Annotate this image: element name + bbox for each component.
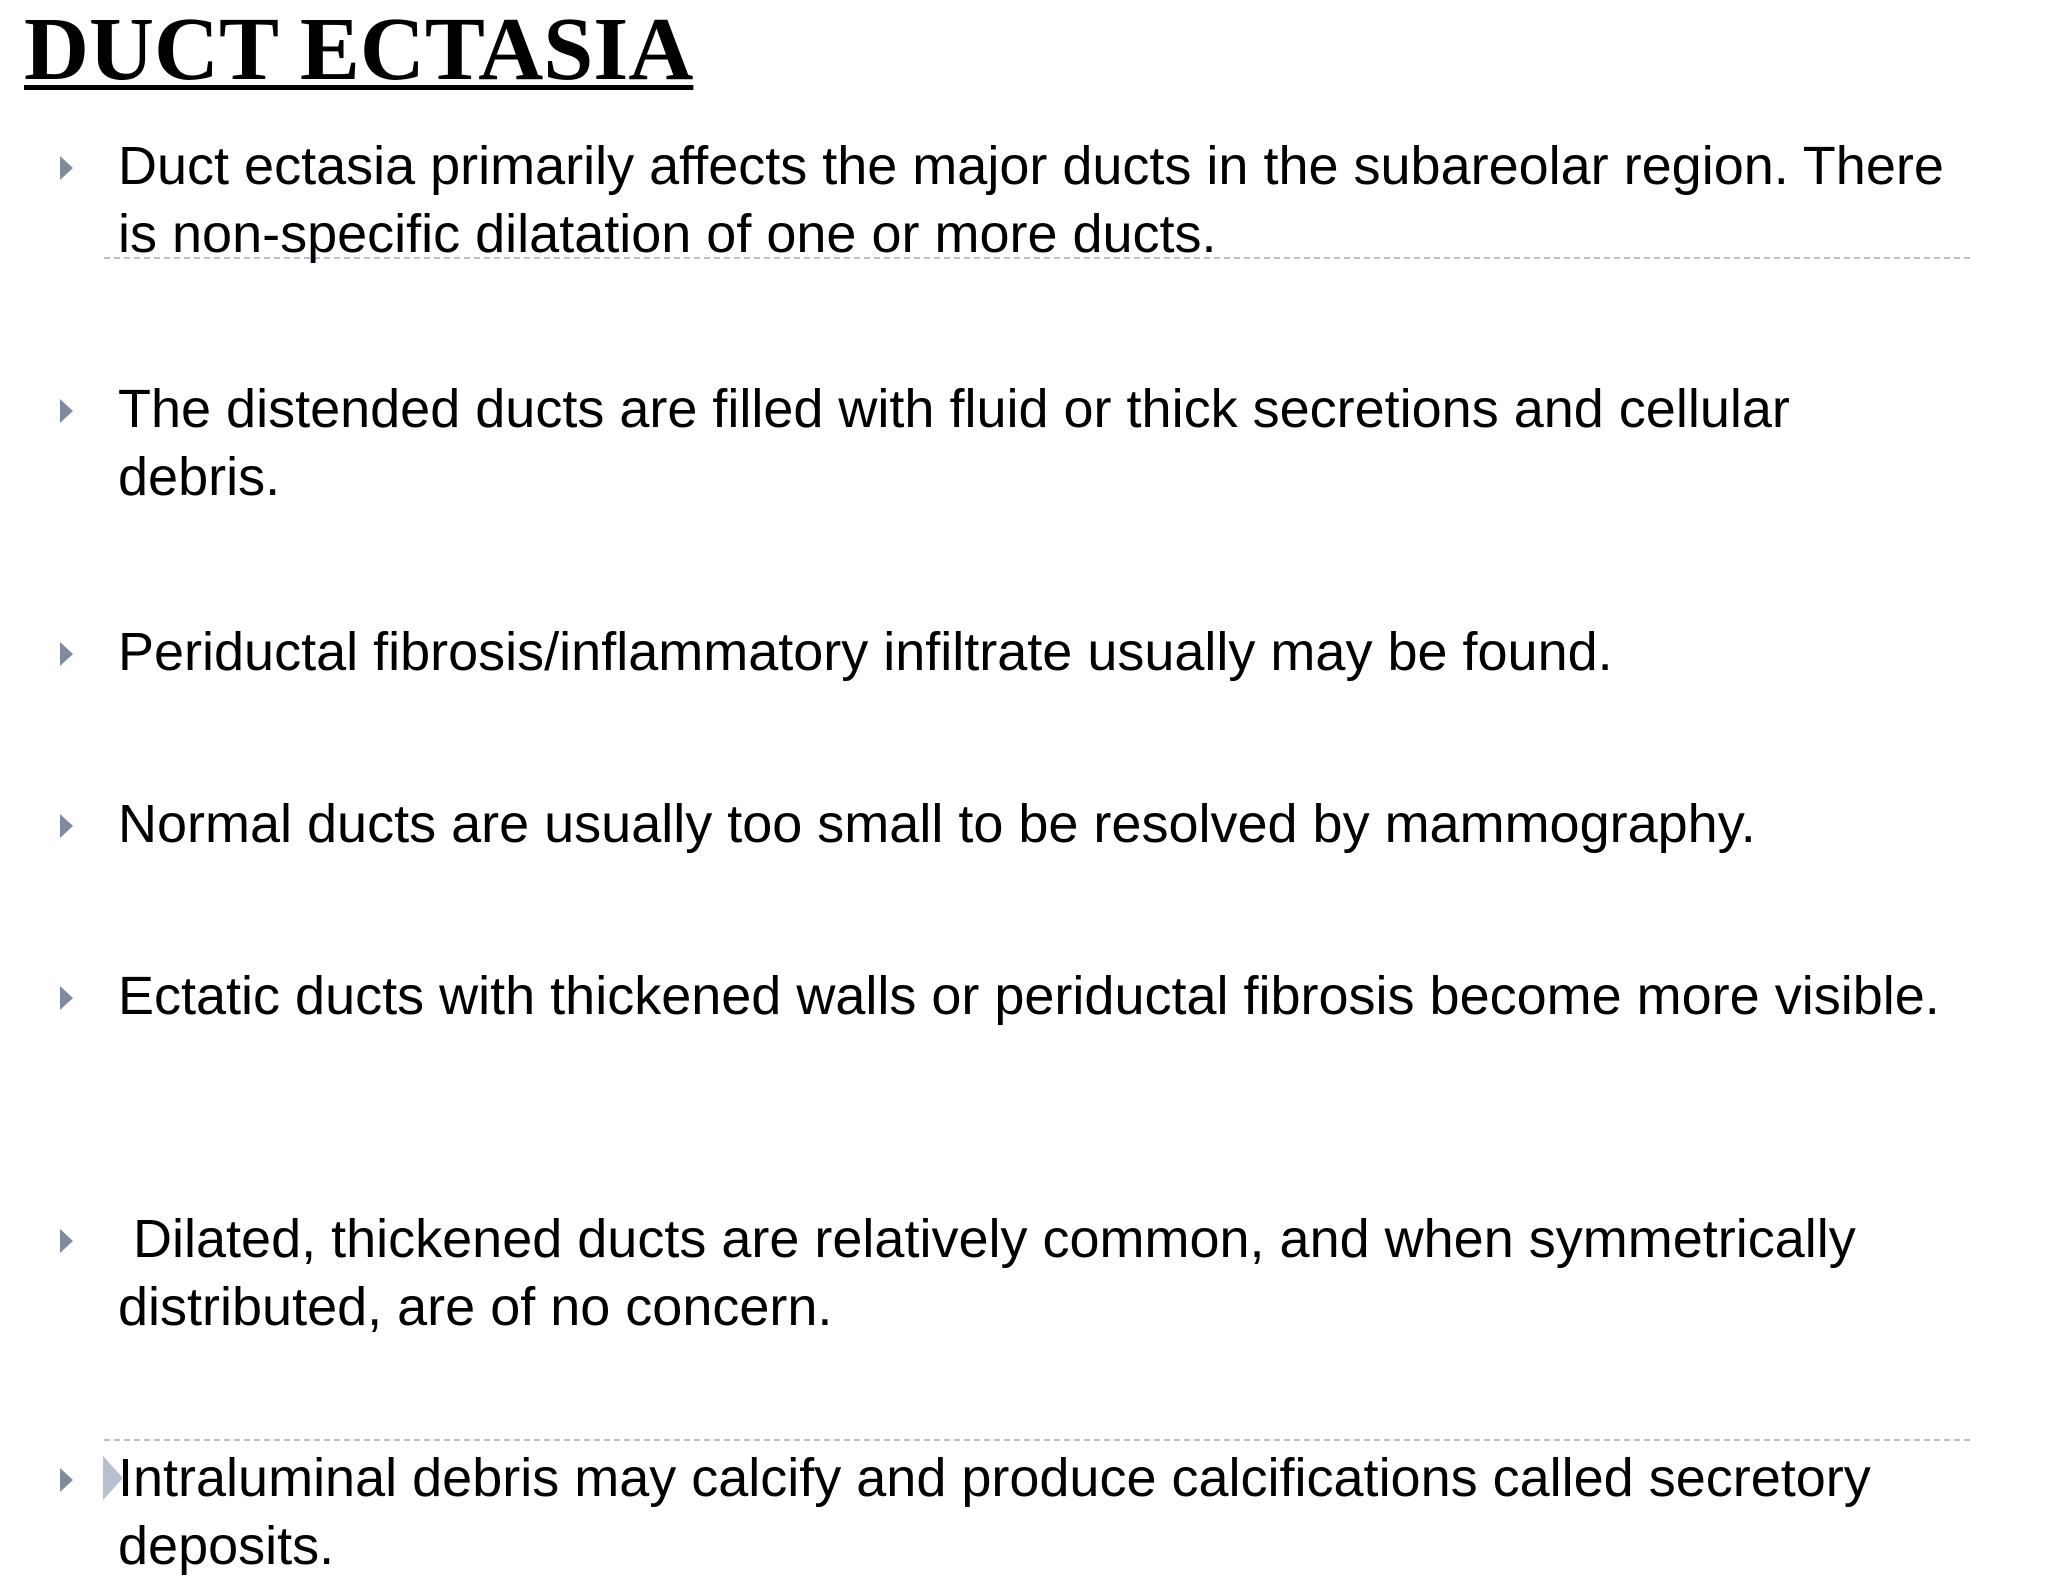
- bullet-text: Normal ducts are usually too small to be resolved by mammography.: [118, 794, 1756, 854]
- bullet-text: Ectatic ducts with thickened walls or periductal fibrosis become more visible.: [118, 966, 1940, 1026]
- bullet-text: Intraluminal debris may calcify and produce calcifications called secretory deposits.: [118, 1448, 1886, 1576]
- dashed-divider-bottom: [104, 1439, 1970, 1441]
- triangle-bullet-icon: [60, 156, 73, 180]
- triangle-bullet-icon: [60, 814, 73, 838]
- bullet-text: Duct ectasia primarily affects the major ducts in the subareolar region. There is non-specific dilatation of one or more ducts.: [118, 136, 1959, 264]
- slide-title: DUCT ECTASIA: [24, 0, 694, 99]
- bullet-text: Periductal fibrosis/inflammatory infiltrate usually may be found.: [118, 622, 1613, 682]
- bullet-text: Dilated, thickened ducts are relatively common, and when symmetrically distributed, are of no concern.: [118, 1209, 1871, 1337]
- triangle-bullet-icon: [60, 986, 73, 1010]
- triangle-bullet-icon: [60, 642, 73, 666]
- triangle-bullet-icon: [60, 399, 73, 423]
- triangle-bullet-icon: [60, 1468, 73, 1492]
- bullet-text: The distended ducts are filled with fluid or thick secretions and cellular debris.: [118, 379, 1805, 507]
- triangle-bullet-icon: [60, 1229, 73, 1253]
